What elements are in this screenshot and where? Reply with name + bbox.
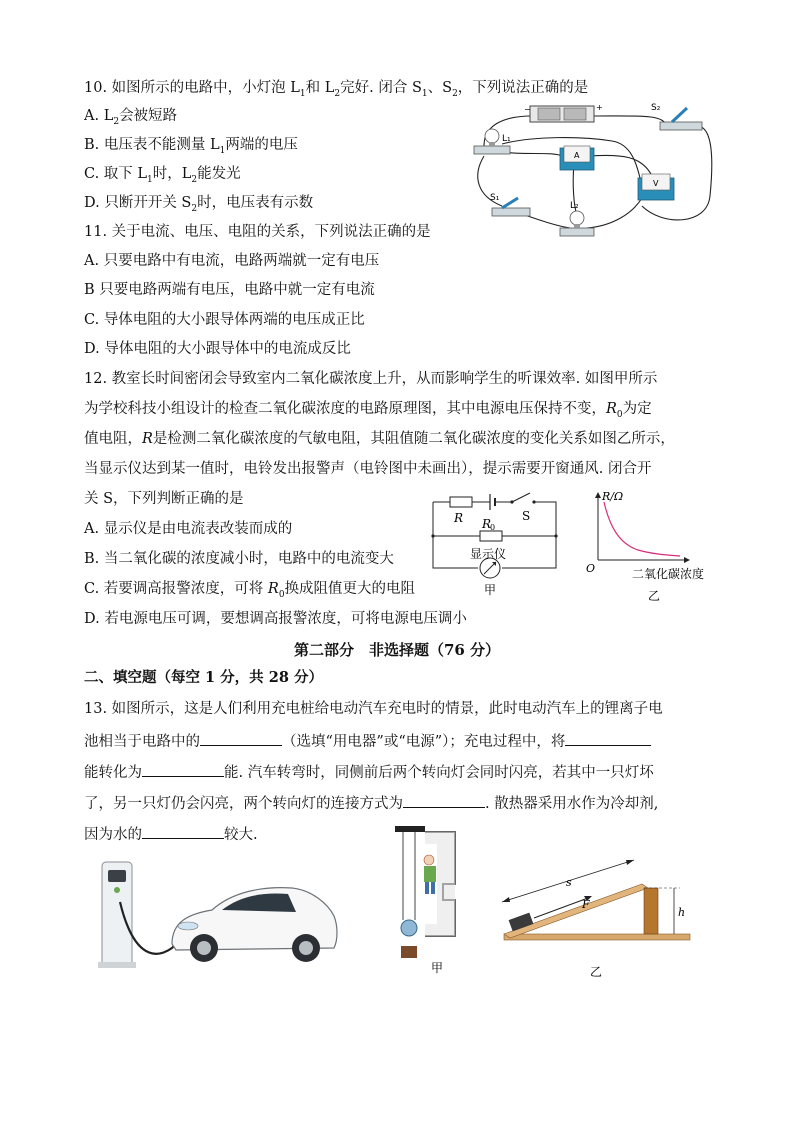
svg-text:R: R: [454, 511, 464, 525]
q11-stem: 11. 关于电流、电压、电阻的关系，下列说法正确的是: [84, 224, 431, 240]
q12-line-5: 关 S，下列判断正确的是: [84, 491, 244, 507]
q10-stem: 10. 如图所示的电路中，小灯泡 $L_1$和 $L_2$完好. 闭合 $S_1$、$S_2$，下列说法正确的是: [84, 80, 589, 99]
svg-text:h: h: [678, 906, 686, 919]
q10-option-d: D. 只断开开关 $S_2$时，电压表有示数: [84, 195, 314, 214]
q11-option-b: B 只要电路两端有电压，电路中就一定有电流: [84, 282, 375, 298]
voltmeter-icon: [638, 174, 674, 200]
support-block: [644, 888, 658, 934]
svg-text:乙: 乙: [590, 965, 603, 979]
q13-line-3: 能转化为 能. 汽车转弯时，同侧前后两个转向灯会同时闪亮，若其中一只灯坏: [84, 762, 654, 782]
svg-text:乙: 乙: [648, 589, 661, 603]
incline-plank: [504, 884, 648, 938]
svg-text:V: V: [653, 179, 659, 188]
switch-s2: [660, 122, 702, 130]
svg-text:A: A: [574, 151, 580, 160]
svg-text:二氧化碳浓度: 二氧化碳浓度: [632, 567, 705, 581]
q13-line-1: 13. 如图所示，这是人们利用充电桩给电动汽车充电时的情景，此时电动汽车上的锂离子电: [84, 701, 663, 717]
svg-text:显示仪: 显示仪: [470, 547, 507, 561]
q10-circuit-figure: [462, 96, 718, 246]
q12-option-c: C. 若要调高报警浓度，可将 $R_0$换成阻值更大的电阻: [84, 581, 416, 600]
q12-line-1: 12. 教室长时间密闭会导致室内二氧化碳浓度上升，从而影响学生的听课效率. 如图甲所示: [84, 371, 658, 387]
svg-text:S₁: S₁: [490, 193, 500, 203]
q10-option-b: B. 电压表不能测量 $L_1$两端的电压: [84, 137, 298, 156]
q13-line-4: 了，另一只灯仍会闪亮，两个转向灯的连接方式为 . 散热器采用水作为冷却剂,: [84, 793, 658, 813]
q12-circuit-jia: [428, 490, 578, 596]
svg-text:F: F: [582, 898, 590, 911]
q12-line-3: 值电阻，R是检测二氧化碳浓度的气敏电阻，其阻值随二氧化碳浓度的变化关系如图乙所示，: [84, 431, 675, 447]
svg-text:O: O: [586, 562, 596, 575]
ev-charging-figure: [92, 852, 342, 970]
resistance-curve: [604, 502, 680, 556]
incline-figure-yi: [494, 858, 700, 980]
q13-line-2: 池相当于电路中的 （选填“用电器”或“电源”）；充电过程中，将: [84, 731, 651, 751]
svg-text:0: 0: [490, 523, 496, 532]
ammeter-icon: [560, 146, 594, 170]
q12-line-4: 当显示仪达到某一值时，电铃发出报警声（电铃图中未画出），提示需要开窗通风. 闭合开: [84, 461, 652, 477]
charging-pile-icon: [98, 862, 136, 968]
svg-text:甲: 甲: [484, 583, 497, 596]
blank-3[interactable]: [142, 762, 224, 777]
svg-text:S₂: S₂: [651, 103, 661, 113]
pulley-icon: [401, 920, 417, 936]
svg-text:甲: 甲: [431, 961, 444, 975]
blank-5[interactable]: [142, 824, 224, 839]
q11-option-c: C. 导体电阻的大小跟导体两端的电压成正比: [84, 312, 365, 328]
svg-text:L₂: L₂: [570, 201, 579, 211]
q12-option-a: A. 显示仪是由电流表改装而成的: [84, 521, 293, 537]
q12-option-d: D. 若电源电压可调，要想调高报警浓度，可将电源电压调小: [84, 611, 467, 627]
section-fill-blank-heading: 二、填空题（每空 1 分，共 28 分）: [84, 669, 323, 686]
electric-car-icon: [172, 888, 337, 962]
q13-line-5: 因为水的 较大.: [84, 824, 258, 844]
part2-title: 第二部分 非选择题（76 分）: [293, 641, 501, 659]
switch-s1: [492, 208, 530, 216]
svg-text:−: −: [524, 105, 531, 114]
svg-text:s: s: [566, 876, 572, 889]
svg-text:R/Ω: R/Ω: [602, 490, 624, 503]
svg-text:R: R: [482, 517, 492, 531]
q12-line-2: 为学校科技小组设计的检查二氧化碳浓度的电路原理图，其中电源电压保持不变，$R_0$为定: [84, 401, 652, 420]
bulb-l2-icon: [560, 211, 594, 236]
q11-option-a: A. 只要电路中有电流，电路两端就一定有电压: [84, 253, 380, 269]
q10-option-a: A. $L_2$会被短路: [84, 108, 178, 127]
q11-option-d: D. 导体电阻的大小跟导体中的电流成反比: [84, 341, 351, 357]
svg-text:L₁: L₁: [502, 134, 511, 144]
blank-2[interactable]: [565, 731, 651, 746]
svg-text:S: S: [522, 509, 531, 523]
svg-text:+: +: [596, 103, 603, 112]
q12-graph-yi: [582, 488, 722, 604]
blank-4[interactable]: [403, 793, 485, 808]
q10-option-c: C. 取下 $L_1$时，$L_2$能发光: [84, 166, 241, 185]
blank-1[interactable]: [200, 731, 282, 746]
q12-option-b: B. 当二氧化碳的浓度减小时，电路中的电流变大: [84, 551, 394, 567]
weight-block: [401, 946, 417, 958]
pulley-figure-jia: [395, 824, 475, 976]
